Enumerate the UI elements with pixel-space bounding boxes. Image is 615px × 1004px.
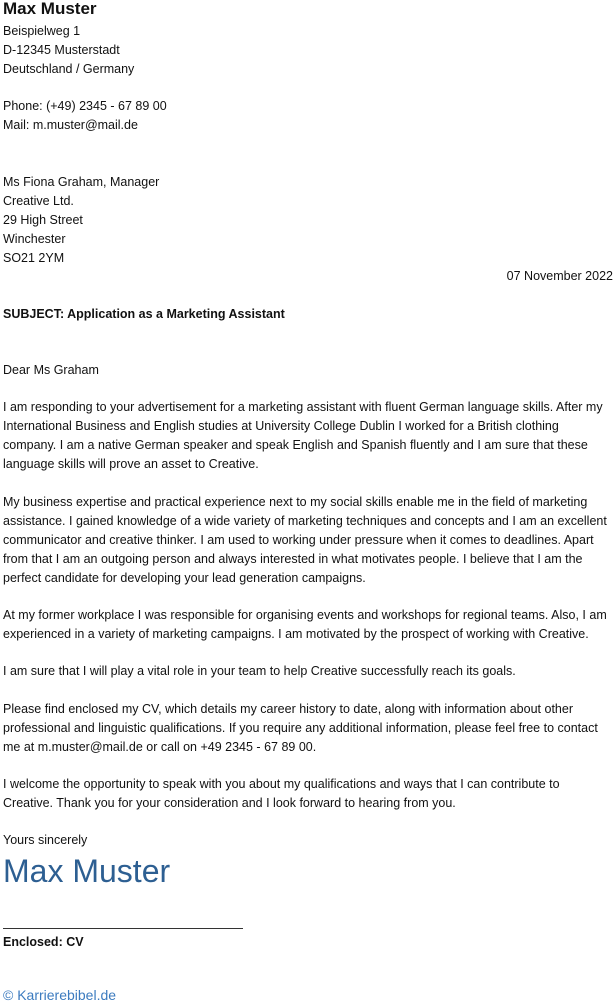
body-paragraph: My business expertise and practical experience next to my social skills enable me in the field of marketing assistance. I gained knowledge of a wide variety of marketing techniques and concepts and I am an excellent communicator and creative thinker. I am used to working under pressure when it comes to deadlines. Apart from that I am an outgoing person and always interested in what motivates people. I believe that I am the perfect candidate for developing your lead generation campaigns. xyxy=(3,495,607,585)
signature-line xyxy=(3,928,243,929)
recipient-street: 29 High Street xyxy=(3,212,83,227)
sender-name: Max Muster xyxy=(3,0,97,18)
sender-contact xyxy=(3,97,611,135)
letter-date: 07 November 2022 xyxy=(506,269,613,283)
sender-mail: Mail: m.muster@mail.de xyxy=(3,117,138,132)
sender-city: D-12345 Musterstadt xyxy=(3,42,120,57)
body-paragraph: I am responding to your advertisement for a marketing assistant with fluent German language skills. After my International Business and English studies at University College Dublin I worked for a British clothing company. I am a native German speaker and speak English and Spanish fluently and I am sure that these language skills will prove an asset to Creative. xyxy=(3,400,603,471)
body-paragraph: I welcome the opportunity to speak with you about my qualifications and ways that I can contribute to Creative. Thank you for your consideration and I look forward to hearing from you. xyxy=(3,777,560,810)
signature: Max Muster xyxy=(3,853,171,889)
sender-phone: Phone: (+49) 2345 - 67 89 00 xyxy=(3,99,167,113)
sender-address xyxy=(3,22,611,79)
recipient-name: Ms Fiona Graham, Manager xyxy=(3,175,160,189)
closing: Yours sincerely xyxy=(3,833,88,847)
sender-country: Deutschland / Germany xyxy=(3,61,135,76)
sender-street: Beispielweg 1 xyxy=(3,24,81,38)
recipient-city: Winchester xyxy=(3,231,66,246)
body-paragraph: Please find enclosed my CV, which details my career history to date, along with information about other professional and linguistic qualifications. If you require any additional information, please feel free to contact me at m.muster@mail.de or call on +49 2345 - 67 89 00. xyxy=(3,702,598,754)
recipient-company: Creative Ltd. xyxy=(3,193,74,208)
recipient-address xyxy=(3,173,611,268)
salutation: Dear Ms Graham xyxy=(3,363,99,377)
body-paragraph: At my former workplace I was responsible for organising events and workshops for regional teams. Also, I am experienced in a variety of marketing campaigns. I am motivated by the prospect of working with Creative. xyxy=(3,608,607,641)
copyright-notice: © Karrierebibel.de xyxy=(3,987,117,1003)
body-paragraph: I am sure that I will play a vital role in your team to help Creative successfully reach its goals. xyxy=(3,664,516,678)
recipient-postcode: SO21 2YM xyxy=(3,250,65,265)
letter-subject: SUBJECT: Application as a Marketing Assistant xyxy=(3,307,285,321)
enclosures: Enclosed: CV xyxy=(3,935,84,949)
